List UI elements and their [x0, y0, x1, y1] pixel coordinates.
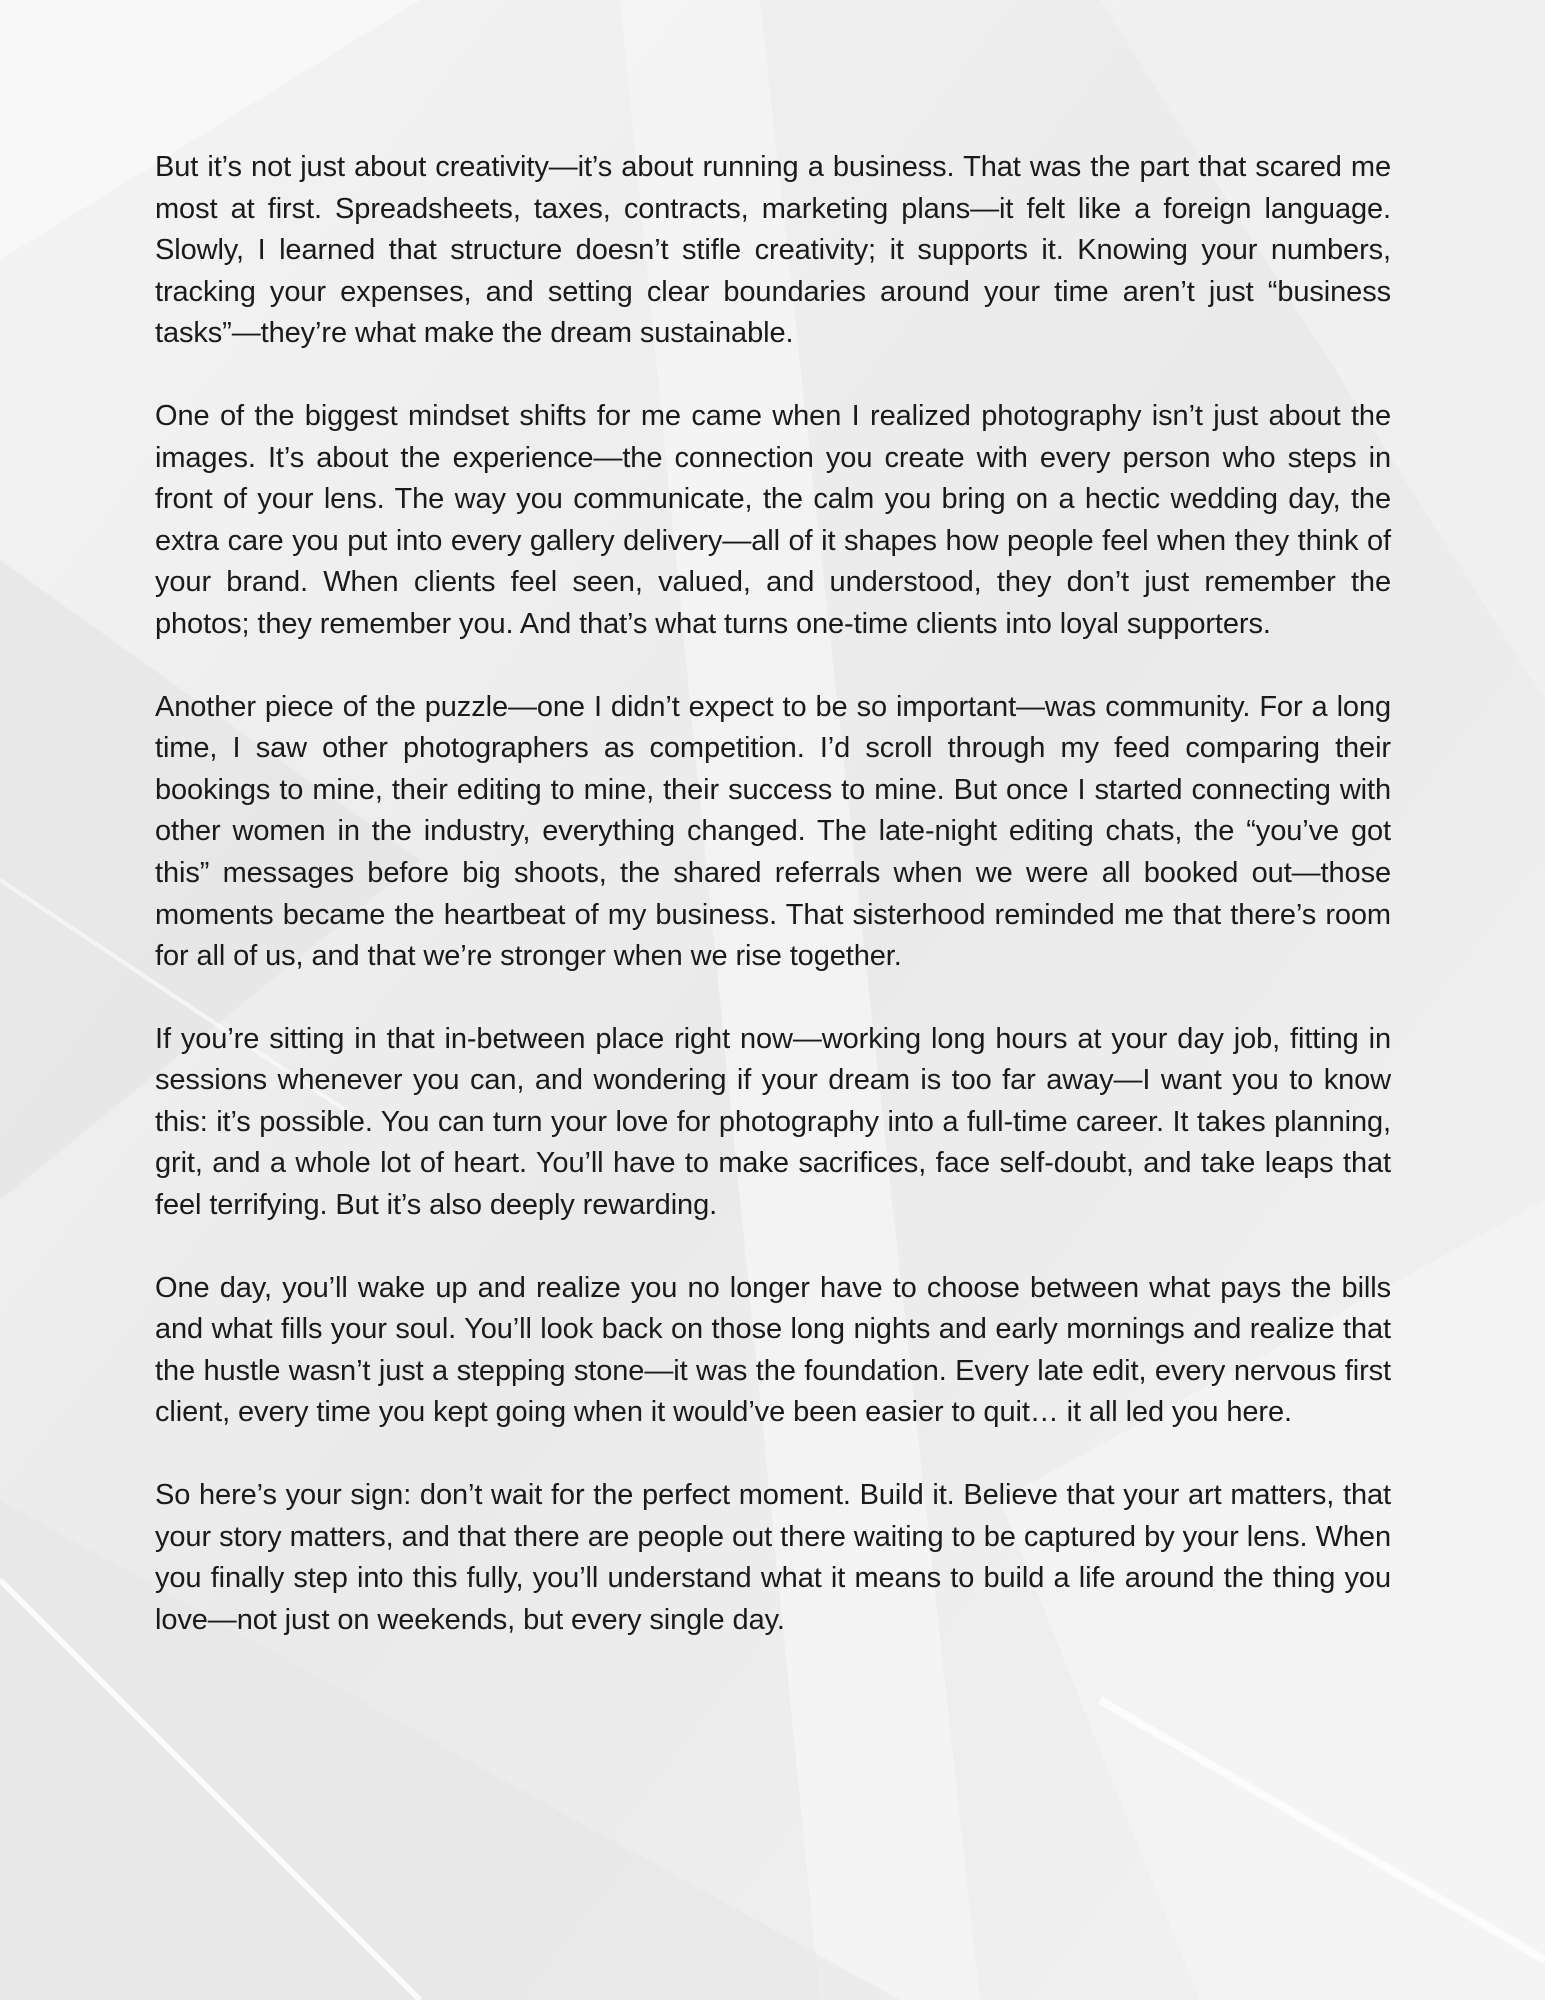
- paragraph-business: But it’s not just about creativity—it’s about running a business. That was the part that scared me most at first. Spreadsheets, taxes, contracts, marketing plans—it felt like a foreign language. Slowly, I learned that structure doesn’t stifle creativity; it supports it. Knowing your numbers, tracking your expenses, and setting clear boundaries around your time aren’t just “business tasks”—they’re what make the dream sustainable.: [155, 151, 1391, 350]
- paragraph-experience: One of the biggest mindset shifts for me came when I realized photography isn’t just about the images. It’s about the experience—the connection you create with every person who steps in front of your lens. The way you communicate, the calm you bring on a hectic wedding day, the extra care you put into every gallery delivery—all of it shapes how people feel when they think of your brand. When clients feel seen, valued, and understood, they don’t just remember the photos; they remember you. And that’s what turns one-time clients into loyal supporters.: [155, 399, 1391, 640]
- paragraph-community: Another piece of the puzzle—one I didn’t expect to be so important—was community. For a long time, I saw other photographers as competition. I’d scroll through my feed comparing their bookings to mine, their editing to mine, their success to mine. But once I started connecting with other women in the industry, everything changed. The late-night editing chats, the “you’ve got this” messages before big shoots, the shared referrals when we were all booked out—those moments became the heartbeat of my business. That sisterhood reminded me that there’s room for all of us, and that we’re stronger when we rise together.: [155, 690, 1391, 973]
- document-page: [155, 147, 1391, 1682]
- paragraph-one-day: One day, you’ll wake up and realize you no longer have to choose between what pays the bills and what fills your soul. You’ll look back on those long nights and early mornings and realize that the hustle wasn’t just a stepping stone—it was the foundation. Every late edit, every nervous first client, every time you kept going when it would’ve been easier to quit… it all led you here.: [155, 1271, 1391, 1429]
- paragraph-in-between: If you’re sitting in that in-between place right now—working long hours at your day job, fitting in sessions whenever you can, and wondering if your dream is too far away—I want you to know this: it’s possible. You can turn your love for photography into a full-time career. It takes planning, grit, and a whole lot of heart. You’ll have to make sacrifices, face self-doubt, and take leaps that feel terrifying. But it’s also deeply rewarding.: [155, 1022, 1391, 1222]
- paragraph-your-sign: So here’s your sign: don’t wait for the perfect moment. Build it. Believe that your art matters, that your story matters, and that there are people out there waiting to be captured by your lens. When you finally step into this fully, you’ll understand what it means to build a life around the thing you love—not just on weekends, but every single day.: [155, 1479, 1391, 1636]
